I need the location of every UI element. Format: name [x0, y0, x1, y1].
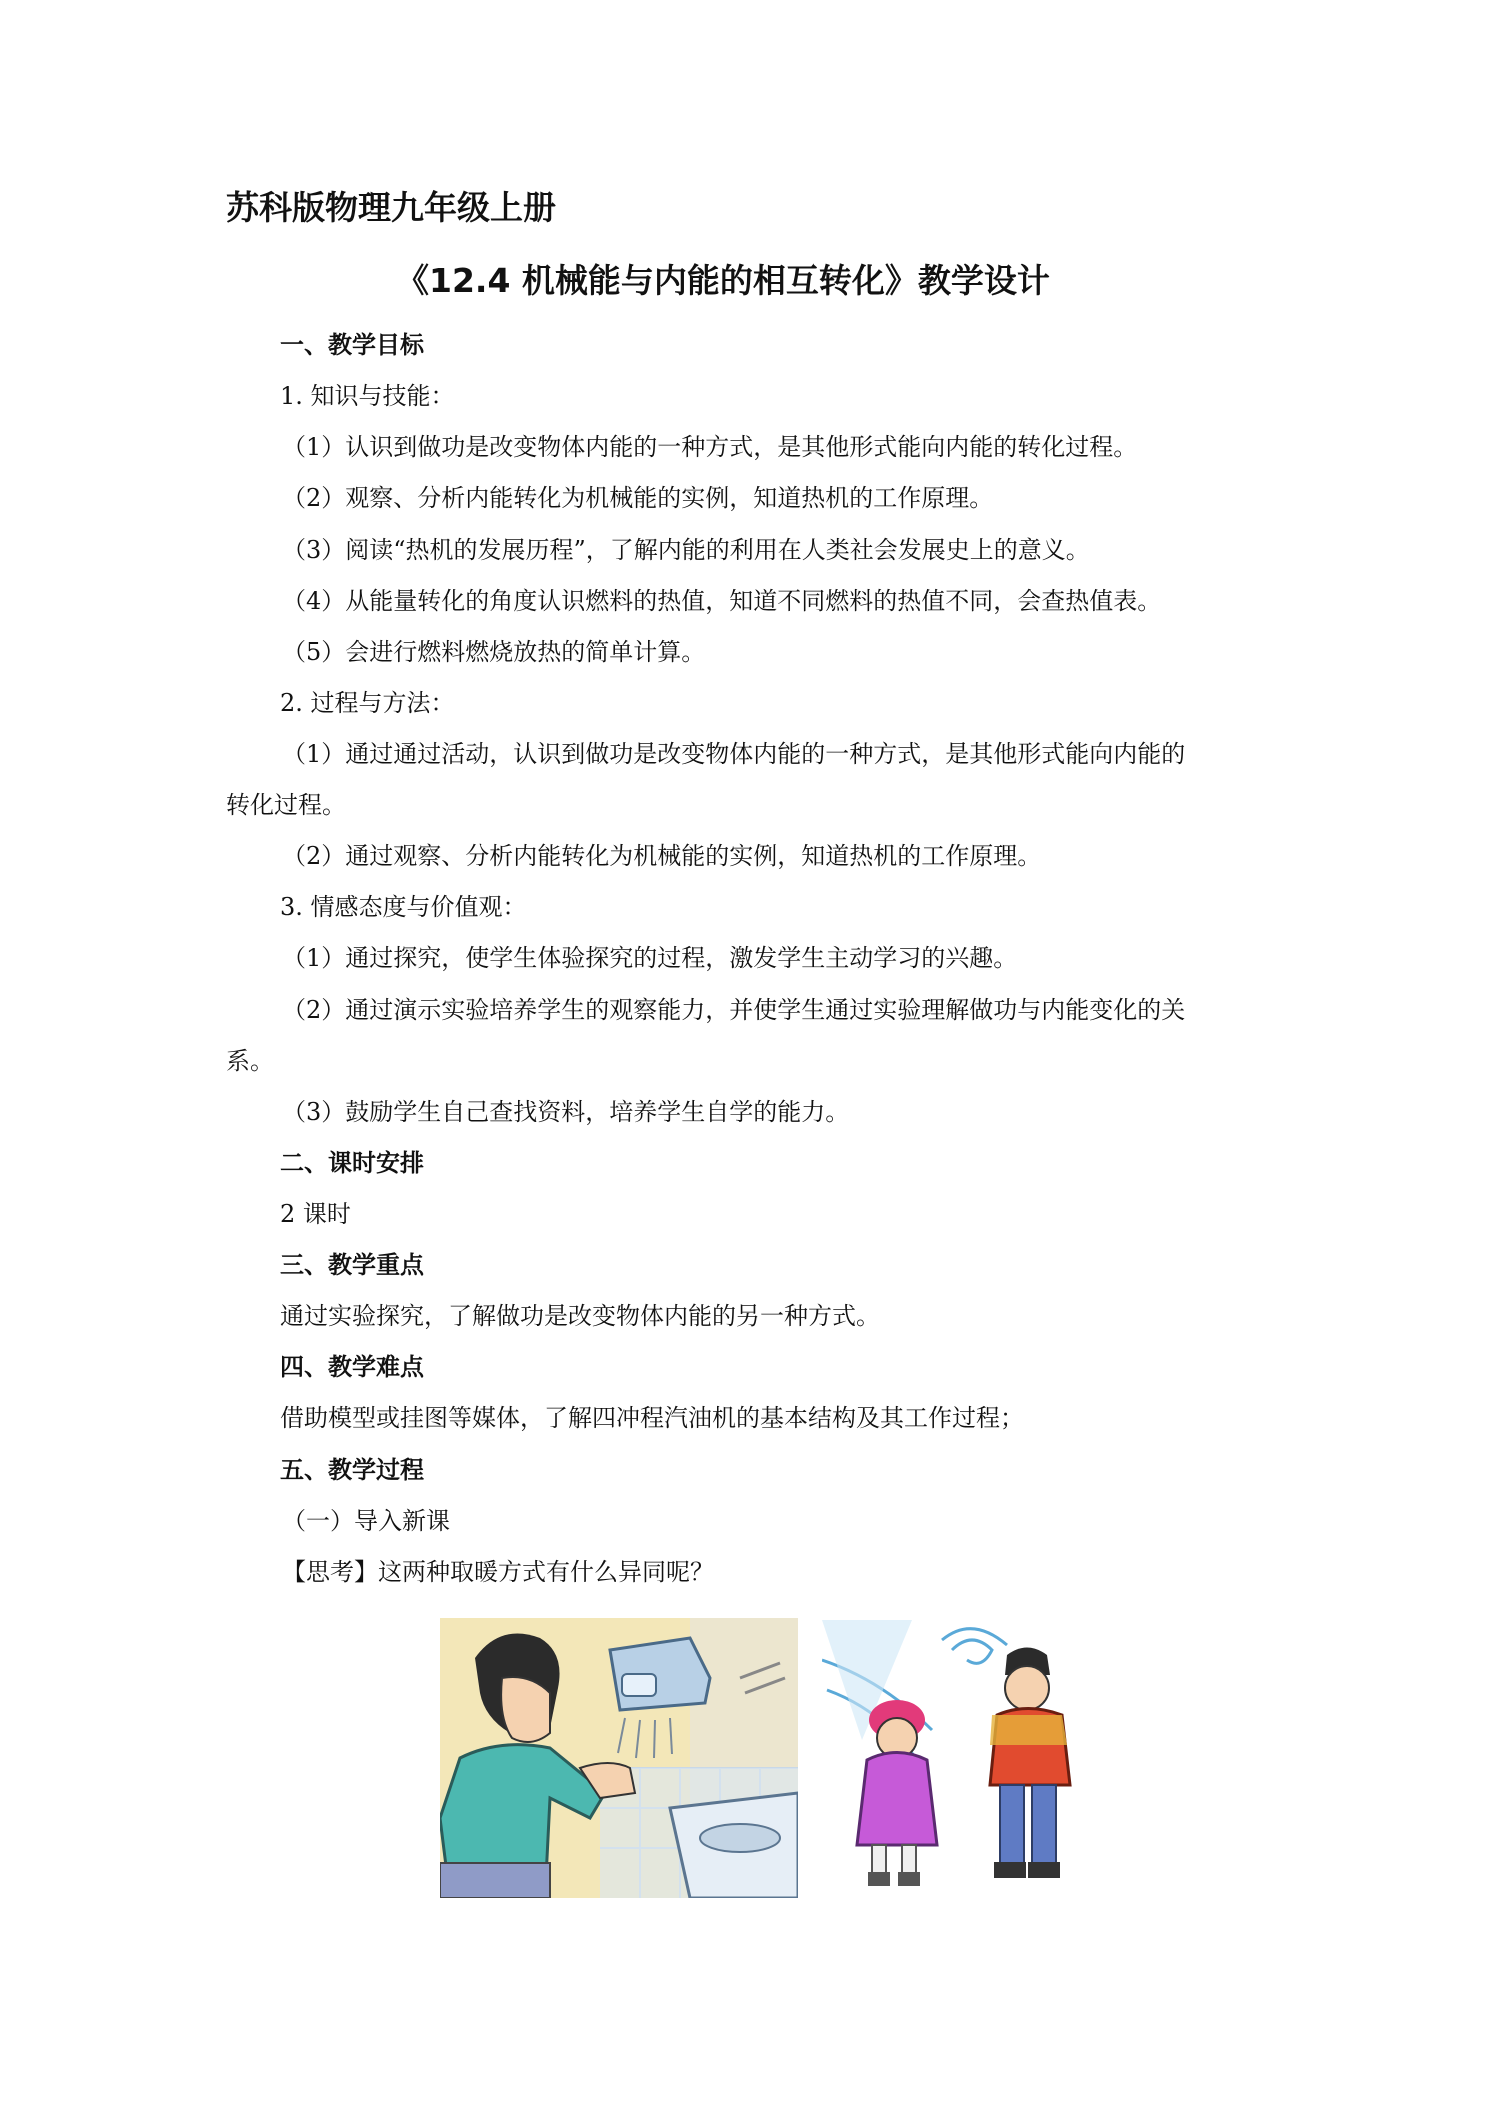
- paragraph-line: （3）鼓励学生自己查找资料，培养学生自学的能力。: [282, 1098, 850, 1126]
- section-heading: 一、教学目标: [280, 331, 424, 359]
- section-heading: 五、教学过程: [280, 1456, 424, 1484]
- paragraph-line: （1）认识到做功是改变物体内能的一种方式，是其他形式能向内能的转化过程。: [282, 433, 1138, 461]
- paragraph-line: （3）阅读“热机的发展历程”，了解内能的利用在人类社会发展史上的意义。: [282, 536, 1090, 564]
- paragraph-line: （2）通过观察、分析内能转化为机械能的实例，知道热机的工作原理。: [282, 842, 1042, 870]
- document-title: 《12.4 机械能与内能的相互转化》教学设计: [396, 261, 1050, 300]
- paragraph-line: （一）导入新课: [282, 1507, 450, 1535]
- paragraph-line: 2 课时: [280, 1200, 351, 1228]
- paragraph-line: 转化过程。: [226, 791, 346, 819]
- paragraph-line: （2）观察、分析内能转化为机械能的实例，知道热机的工作原理。: [282, 484, 994, 512]
- paragraph-line: （2）通过演示实验培养学生的观察能力，并使学生通过实验理解做功与内能变化的关: [282, 996, 1186, 1024]
- section-heading: 二、课时安排: [280, 1149, 424, 1177]
- document-header: 苏科版物理九年级上册: [226, 188, 556, 227]
- subsection-heading: 3. 情感态度与价值观：: [280, 893, 527, 921]
- paragraph-line: （5）会进行燃料燃烧放热的简单计算。: [282, 638, 706, 666]
- subsection-heading: 1. 知识与技能：: [280, 382, 455, 410]
- section-heading: 三、教学重点: [280, 1251, 424, 1279]
- subsection-heading: 2. 过程与方法：: [280, 689, 455, 717]
- paragraph-line: 借助模型或挂图等媒体，了解四冲程汽油机的基本结构及其工作过程；: [280, 1404, 1024, 1432]
- hand-dryer-icon: [440, 1618, 798, 1898]
- paragraph-line: 通过实验探究，了解做功是改变物体内能的另一种方式。: [280, 1302, 880, 1330]
- paragraph-line: 【思考】这两种取暖方式有什么异同呢？: [282, 1558, 714, 1586]
- paragraph-line: （1）通过通过活动，认识到做功是改变物体内能的一种方式，是其他形式能向内能的: [282, 740, 1186, 768]
- paragraph-line: （4）从能量转化的角度认识燃料的热值，知道不同燃料的热值不同，会查热值表。: [282, 587, 1162, 615]
- section-heading: 四、教学难点: [280, 1353, 424, 1381]
- paragraph-line: （1）通过探究，使学生体验探究的过程，激发学生主动学习的兴趣。: [282, 944, 1018, 972]
- children-in-cold-wind-icon: [822, 1620, 1102, 1892]
- paragraph-line: 系。: [226, 1047, 274, 1075]
